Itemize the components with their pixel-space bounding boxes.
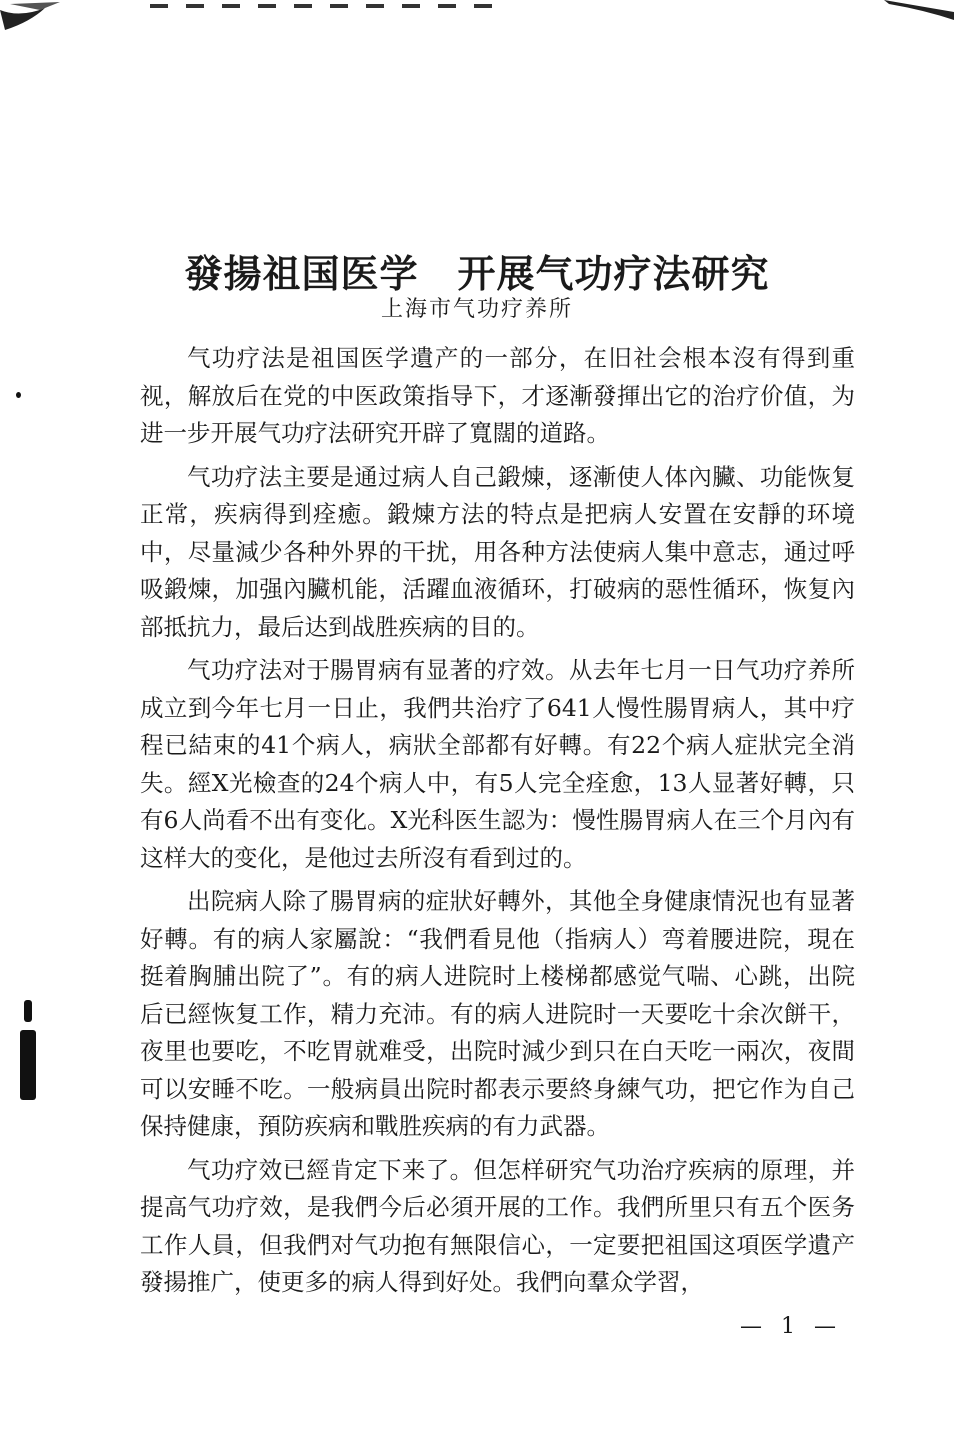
paragraph: 气功疗效已經肯定下来了。但怎样研究气功治疗疾病的原理，并提高气功疗效，是我們今后必須开展的工作。我們所里只有五个医务工作人員，但我們对气功抱有無限信心，一定要把祖国这項医学遺产發揚推广，使更多的病人得到好处。我們向羣众学習， (140, 1155, 855, 1296)
scan-smudge-left (0, 0, 90, 40)
paragraph: 气功疗法对于腸胃病有显著的疗效。从去年七月一日气功疗养所成立到今年七月一日止，我們共治疗了641人慢性腸胃病人，其中疗程已結束的41个病人，病狀全部都有好轉。有22个病人症狀完全消失。經X光檢查的24个病人中，有5人完全痊愈，13人显著好轉，只有6人尚看不出有变化。X光科医生認为：慢性腸胃病人在三个月內有这样大的变化，是他过去所沒有看到过的。 (140, 656, 855, 872)
article-author: 上海市气功疗养所 (380, 297, 573, 322)
scan-smudge-right (864, 0, 954, 40)
paragraph: 气功疗法主要是通过病人自己鍛煉，逐漸使人体內臟、功能恢复正常，疾病得到痊癒。鍛煉方法的特点是把病人安置在安靜的环境中，尽量減少各种外界的干扰，用各种方法使病人集中意志，通过呼吸鍛煉，加强內臟机能，活躍血液循环，打破病的惡性循环，恢复內部抵抗力，最后达到战胜疾病的目的。 (140, 462, 855, 641)
paragraph: 出院病人除了腸胃病的症狀好轉外，其他全身健康情況也有显著好轉。有的病人家屬說：“我們看見他（指病人）弯着腰进院，現在挺着胸脯出院了”。有的病人进院时上楼梯都感觉气喘、心跳，出院后已經恢复工作，精力充沛。有的病人进院时一天要吃十余次餅干，夜里也要吃，不吃胃就难受，出院时減少到只在白天吃一兩次，夜間可以安睡不吃。一般病員出院时都表示要終身練气功，把它作为自己保持健康，預防疾病和戰胜疾病的有力武器。 (140, 887, 855, 1140)
article-title: 發揚祖国医学 开展气功疗法研究 (184, 251, 770, 297)
margin-mark (20, 1030, 36, 1100)
margin-mark (16, 392, 21, 398)
margin-mark (24, 1000, 32, 1022)
page-number: — 1 — (740, 1314, 842, 1339)
article-body (140, 340, 855, 1308)
top-dash-artifact (150, 0, 500, 12)
paragraph: 气功疗法是祖国医学遺产的一部分，在旧社会根本沒有得到重视，解放后在党的中医政策指导下，才逐漸發揮出它的治疗价值，为进一步开展气功疗法研究开辟了寬闊的道路。 (140, 344, 855, 447)
